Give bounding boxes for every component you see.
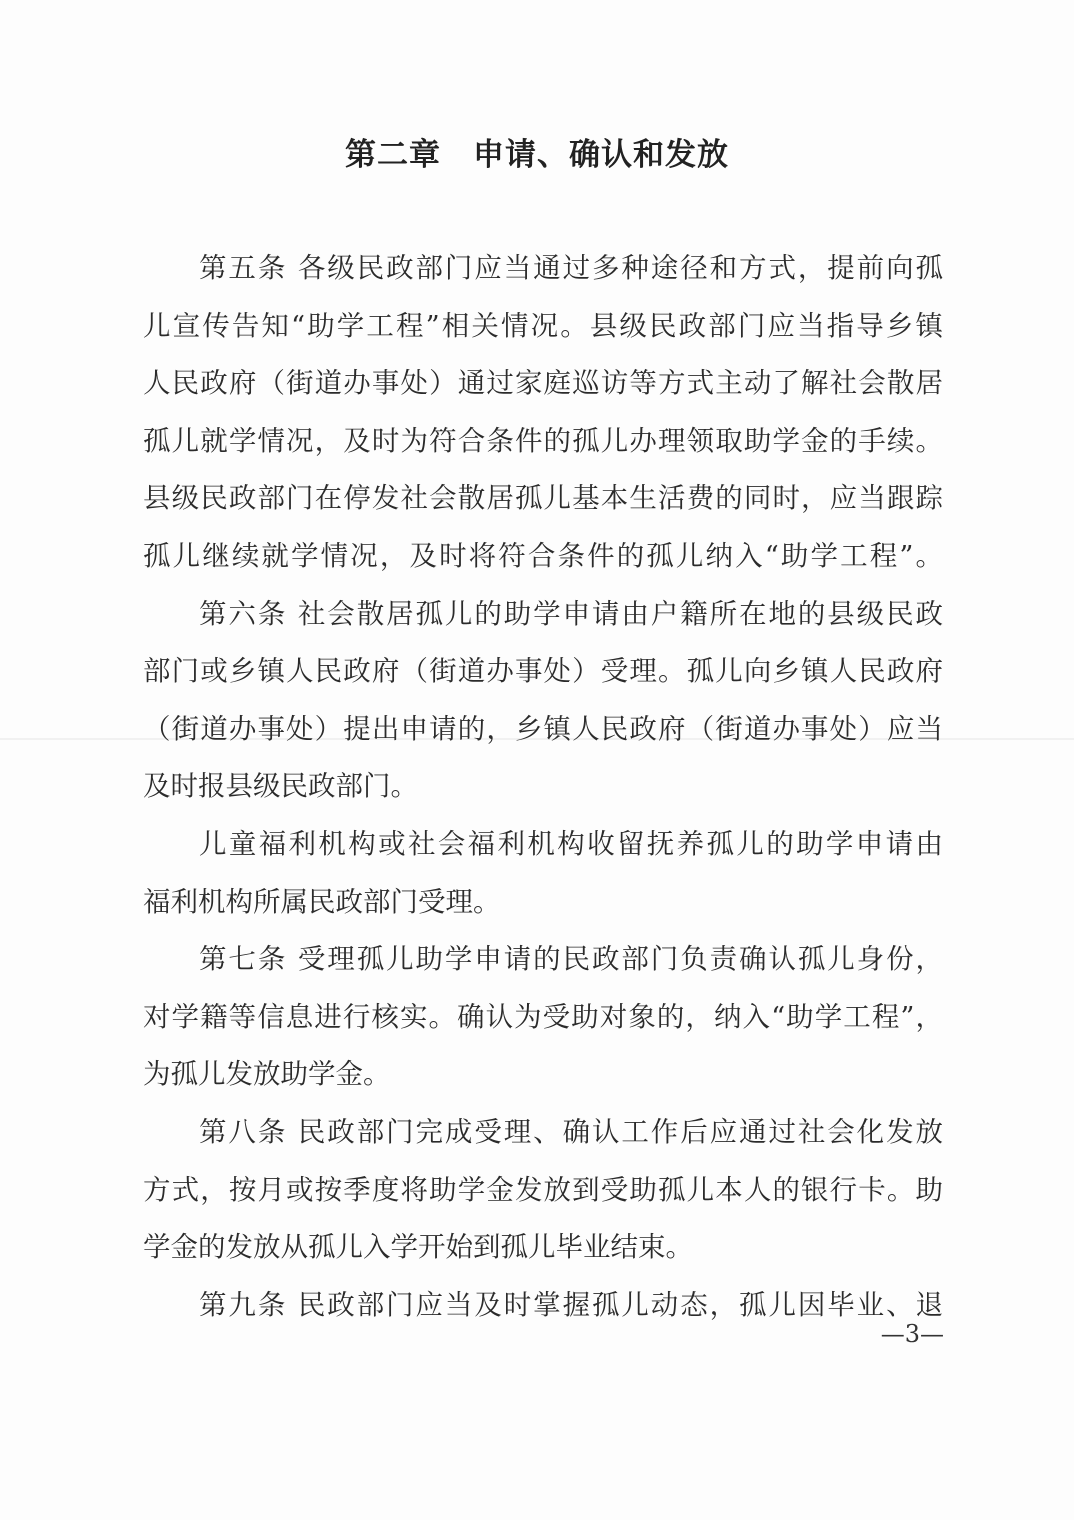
text-line: 第八条 民政部门完成受理、确认工作后应通过社会化发放 [199,1115,943,1148]
text-line: 第五条 各级民政部门应当通过多种途径和方式，提前向孤 [199,252,943,284]
text-line: 儿宣传告知“助学工程”相关情况。县级民政部门应当指导乡镇 [143,309,943,342]
text-line: 第七条 受理孤儿助学申请的民政部门负责确认孤儿身份， [199,943,943,976]
text-line: 人民政府（街道办事处）通过家庭巡访等方式主动了解社会散居 [143,367,943,400]
chapter-title: 第二章 申请、确认和发放 [345,137,729,173]
text-line: （街道办事处）提出申请的，乡镇人民政府（街道办事处）应当 [143,712,943,745]
body-text [143,240,943,1334]
text-line: 对学籍等信息进行核实。确认为受助对象的，纳入“助学工程”， [143,1000,943,1033]
text-line: 第九条 民政部门应当及时掌握孤儿动态，孤儿因毕业、退 [199,1288,943,1321]
text-line: 孤儿继续就学情况，及时将符合条件的孤儿纳入“助学工程”。 [143,539,943,572]
text-line: 福利机构所属民政部门受理。 [143,885,501,918]
text-line: 方式，按月或按季度将助学金发放到受助孤儿本人的银行卡。助 [143,1173,943,1206]
text-line: 为孤儿发放助学金。 [143,1058,391,1091]
text-line: 儿童福利机构或社会福利机构收留抚养孤儿的助学申请由 [199,827,943,860]
text-line: 部门或乡镇人民政府（街道办事处）受理。孤儿向乡镇人民政府 [143,655,943,688]
text-line: 学金的发放从孤儿入学开始到孤儿毕业结束。 [143,1231,693,1264]
text-line: 及时报县级民政部门。 [143,770,418,803]
page-number: —3— [880,1320,944,1348]
text-line: 县级民政部门在停发社会散居孤儿基本生活费的同时，应当跟踪 [143,482,943,515]
text-line: 孤儿就学情况，及时为符合条件的孤儿办理领取助学金的手续。 [143,424,943,457]
text-line: 第六条 社会散居孤儿的助学申请由户籍所在地的县级民政 [199,597,943,630]
